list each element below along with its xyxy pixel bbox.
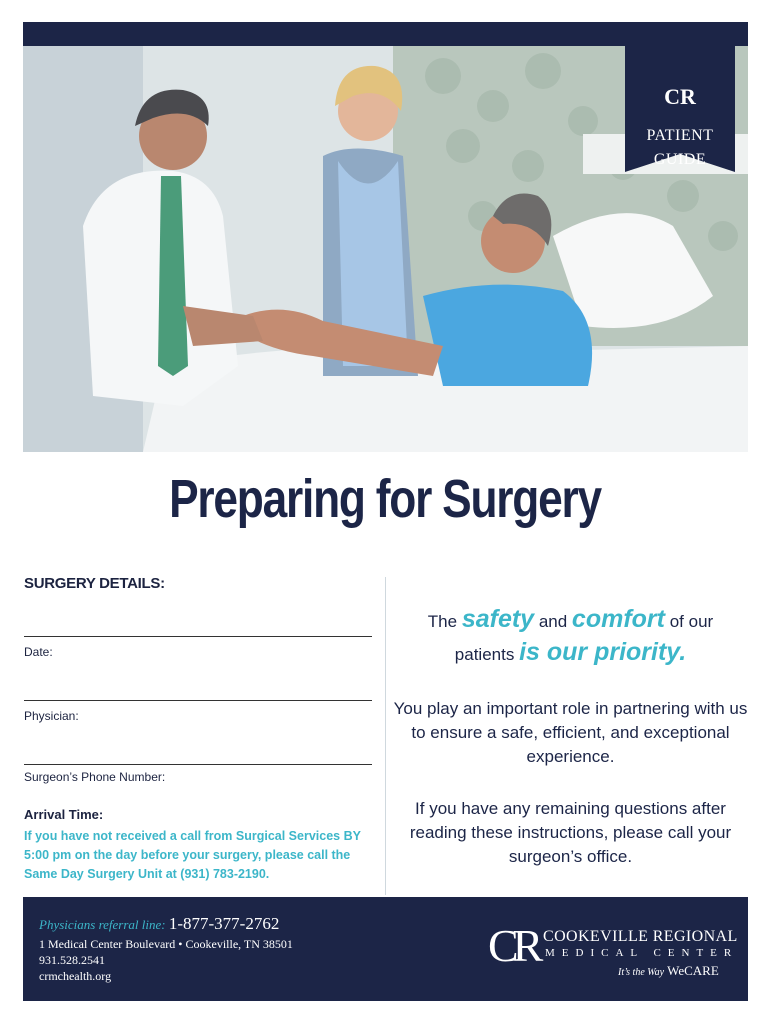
phone[interactable]: 931.528.2541 — [39, 953, 105, 967]
crmc-tagline — [618, 963, 719, 979]
referral-label: Physicians referral line: — [39, 917, 166, 932]
ribbon-line-1: PATIENT — [646, 127, 714, 144]
tagline-accent-comfort: comfort — [571, 605, 665, 633]
tagline-line-2 — [393, 638, 748, 667]
ribbon-label — [625, 124, 735, 172]
crmc-logo-mark: CR — [488, 920, 538, 971]
referral-line — [39, 914, 279, 934]
crmc-logo-subtitle: MEDICAL CENTER — [545, 947, 739, 959]
top-bar — [23, 22, 748, 46]
surgery-details-heading: SURGERY DETAILS: — [24, 575, 165, 592]
crmc-logo-name: COOKEVILLE REGIONAL — [543, 928, 738, 945]
referral-number[interactable]: 1-877-377-2762 — [168, 914, 280, 933]
footer — [23, 897, 748, 1001]
column-divider — [385, 577, 386, 895]
page-title: Preparing for Surgery — [169, 469, 601, 529]
tagline-word: of our — [669, 612, 714, 631]
tagline-line-1 — [393, 605, 748, 634]
tagline-word: patients — [454, 645, 515, 664]
website-link[interactable]: crmchealth.org — [39, 969, 112, 983]
date-line[interactable] — [24, 636, 372, 637]
tagline-wecare: WeCARE — [667, 963, 719, 978]
address: 1 Medical Center Boulevard • Cookeville, TN 38501 — [39, 937, 293, 951]
surgeon-phone-line[interactable] — [24, 764, 372, 765]
arrival-instructions: If you have not received a call from Surgical Services BY 5:00 pm on the day before your surgery, please call the Same Day Surgery Unit at (931) 783-2190. — [24, 829, 361, 881]
surgeon-phone-label: Surgeon’s Phone Number: — [24, 770, 166, 784]
tagline-italic: It’s the Way — [618, 967, 665, 978]
arrival-time-heading: Arrival Time: — [24, 807, 104, 822]
priority-tagline — [393, 605, 748, 667]
ribbon-line-2: GUIDE — [653, 151, 707, 168]
tagline-accent-priority: is our priority. — [519, 638, 687, 666]
tagline-word: and — [538, 612, 568, 631]
tagline-word: The — [427, 612, 458, 631]
ribbon-logo-mark: CR — [664, 84, 696, 109]
questions-paragraph: If you have any remaining questions after reading these instructions, please call your surgeon’s office. — [409, 799, 732, 866]
date-label: Date: — [24, 645, 53, 659]
role-paragraph: You play an important role in partnering with us to ensure a safe, efficient, and exceptional experience. — [393, 699, 748, 766]
physician-label: Physician: — [24, 709, 79, 723]
physician-line[interactable] — [24, 700, 372, 701]
hero-photo — [23, 46, 748, 452]
tagline-accent-safety: safety — [461, 605, 535, 633]
